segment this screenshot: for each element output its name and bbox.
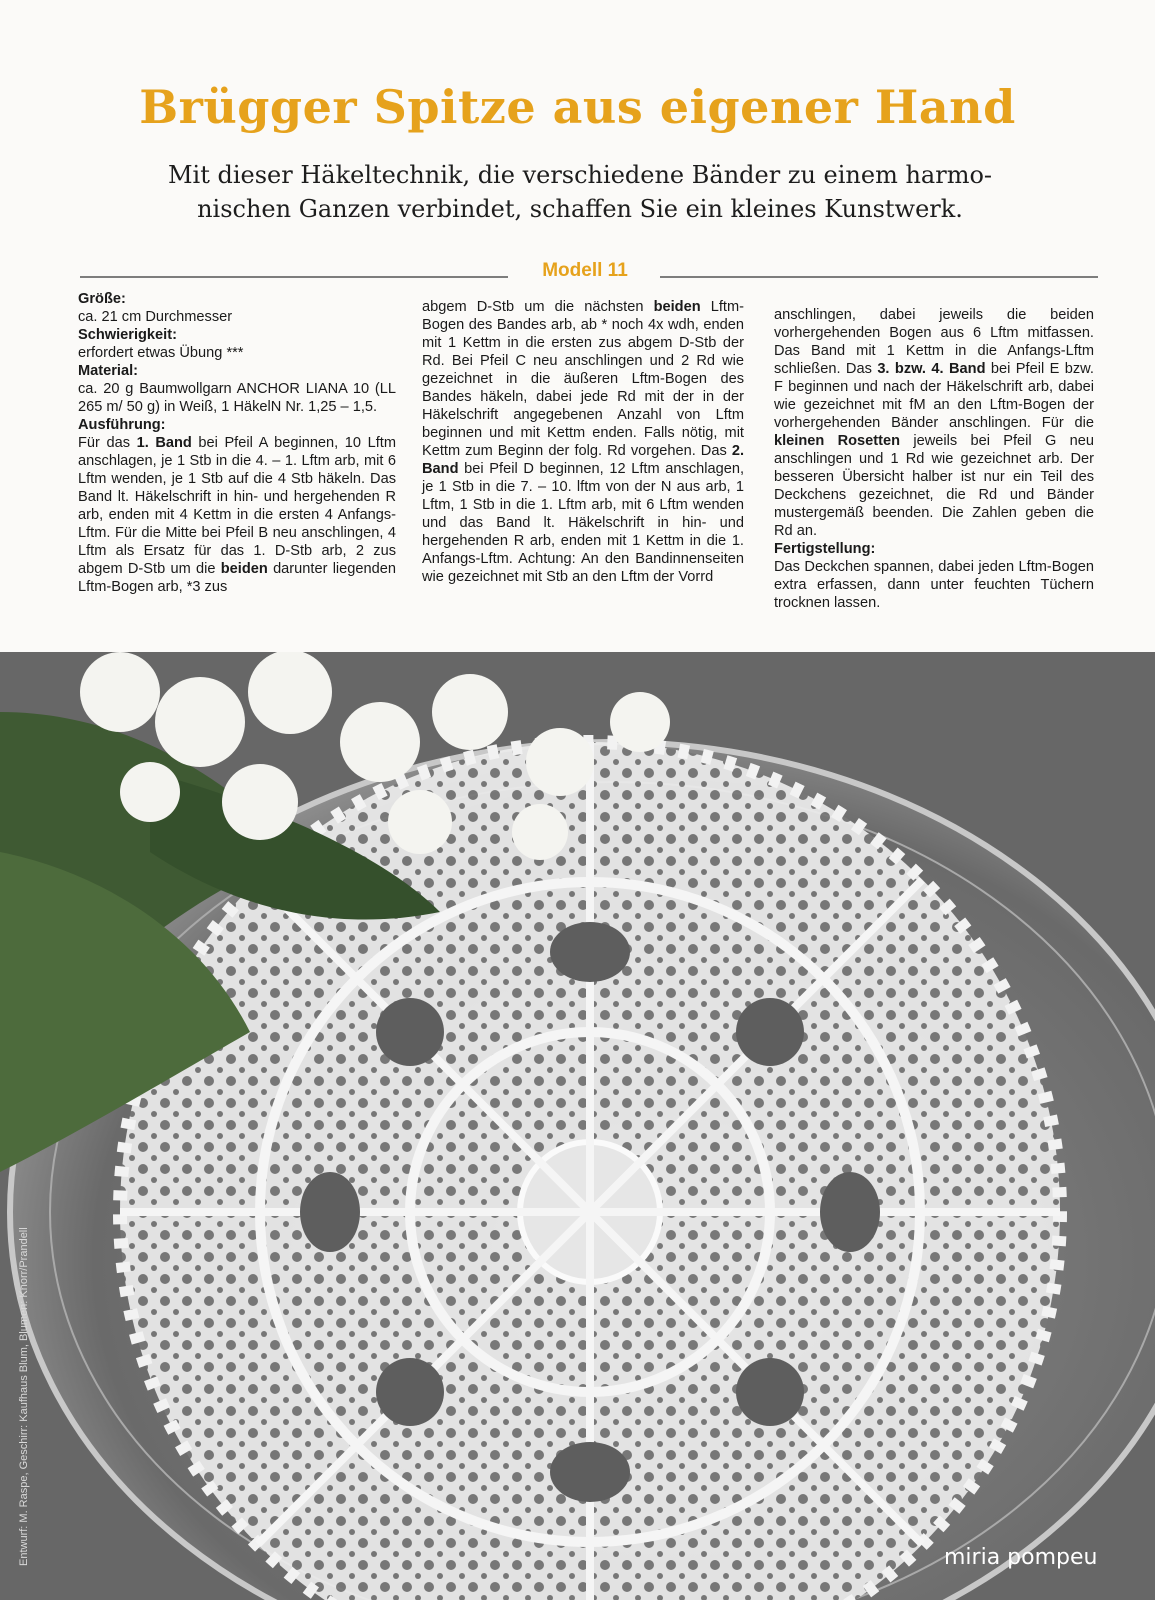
text-run: bei Pfeil D beginnen, 12 Lftm anschlagen, je 1 Stb in die 7. – 10. lftm von der N aus arb, 1 Lftm, 1 Stb in die 1. Lftm arb, mit 6 Lftm wenden und das Band lt. Häkelschrift in hin- und hergehenden R arb, enden mit 1 Kettm in die 1. Anfangs-Lftm. Achtung: An den Bandinnenseiten wie gezeichnet mit Stb an den Lftm der Vorrd [422, 461, 744, 585]
finishing-value: Das Deckchen spannen, dabei jeden Lftm-Bogen extra erfassen, dann unter feuchten Tüchern trocknen lassen. [774, 559, 1094, 611]
material-value: ca. 20 g Baumwollgarn ANCHOR LIANA 10 (LL 265 m/ 50 g) in Weiß, 1 HäkelN Nr. 1,25 – 1,5. [78, 381, 396, 415]
text-column-1 [78, 290, 396, 596]
doily-illustration [0, 652, 1155, 1600]
column-2-text [422, 298, 744, 586]
text-run: anschlingen, dabei jeweils die beiden vorhergehenden Bogen aus 6 Lftm mitfassen. Das Band mit 1 Kettm in die Anfangs-Lftm schließen. Das [774, 307, 1094, 377]
text-run-bold: beiden [220, 561, 268, 577]
execution-heading: Ausführung: [78, 417, 166, 433]
text-run-bold: 3. bzw. 4. Band [877, 361, 986, 377]
difficulty-value: erfordert etwas Übung *** [78, 345, 244, 361]
intro-text [80, 158, 1080, 226]
divider-left [80, 276, 508, 278]
text-run-bold: kleinen Rosetten [774, 433, 901, 449]
text-run: bei Pfeil A beginnen, 10 Lftm anschlagen, je 1 Stb in die 4. – 1. Lftm arb, mit 6 Lftm wenden, je 1 Stb auf die 4 Stb häkeln. Das Band lt. Häkelschrift in hin- und hergehenden R arb, enden mit 4 Kettm in die ersten 4 Anfangs-Lftm. Für die Mitte bei Pfeil B neu anschlingen, 4 Lftm als Ersatz für das 1. D-Stb arb, 2 zus abgem D-Stb um die [78, 435, 396, 577]
text-run: jeweils bei Pfeil G neu anschlingen und 1 Rd wie gezeichnet arb. Der besseren Übersicht halber ist nur ein Teil des Deckchens gezeichnet, die Rd und Bänder mustergemäß beenden. Die Zahlen geben die Rd an. [774, 433, 1094, 539]
material-heading: Material: [78, 363, 139, 379]
watermark: miria pompeu [944, 1545, 1098, 1570]
finishing-heading: Fertigstellung: [774, 541, 876, 557]
text-column-2 [422, 298, 744, 586]
text-run: darunter liegenden Lftm-Bogen arb, *3 zus [78, 561, 396, 595]
text-run: abgem D-Stb um die nächsten [422, 299, 654, 315]
page-title: Brügger Spitze aus eigener Hand [139, 80, 1016, 134]
doily-photo [0, 652, 1155, 1600]
model-label: Modell 11 [542, 260, 628, 281]
difficulty-heading: Schwierigkeit: [78, 327, 177, 343]
photo-credit-text: Entwurf: M. Raspe, Geschirr: Kaufhaus Blum, Blumen: Knorr/Prandell [18, 1227, 30, 1566]
text-run-bold: 1. Band [136, 435, 192, 451]
text-run-bold: beiden [653, 299, 701, 315]
execution-text [78, 434, 396, 596]
size-heading: Größe: [78, 291, 126, 307]
intro-line-2: nischen Ganzen verbindet, schaffen Sie ein kleines Kunstwerk. [197, 195, 963, 223]
photo-credit [14, 1227, 30, 1580]
intro-line-1: Mit dieser Häkeltechnik, die verschiedene Bänder zu einem harmo- [167, 161, 993, 189]
size-value: ca. 21 cm Durchmesser [78, 309, 233, 325]
text-section [0, 0, 1155, 652]
column-3-text [774, 306, 1094, 540]
text-column-3 [774, 306, 1094, 612]
text-run-bold: 2. Band [422, 443, 744, 477]
text-run: Für das [78, 435, 137, 451]
text-run: Lftm-Bogen des Bandes arb, ab * noch 4x wdh, enden mit 1 Kettm in die ersten zus abgem D-Stb der Rd. Bei Pfeil C neu anschlingen und 2 Rd wie gezeichnet in die äußeren Lftm-Bogen des Bandes häkeln, dabei jede Rd mit der in der Häkelschrift angegebenen Anzahl von Lftm beginnen und mit Kettm enden. Falls nötig, mit Kettm zum Beginn der folg. Rd vorgehen. Das [422, 299, 745, 459]
text-run: bei Pfeil E bzw. F beginnen und nach der Häkelschrift arb, dabei wie gezeichnet mit fM an den Lftm-Bogen der vorhergehenden Bänder anschlingen. Für die [774, 361, 1094, 431]
divider-right [660, 276, 1098, 278]
